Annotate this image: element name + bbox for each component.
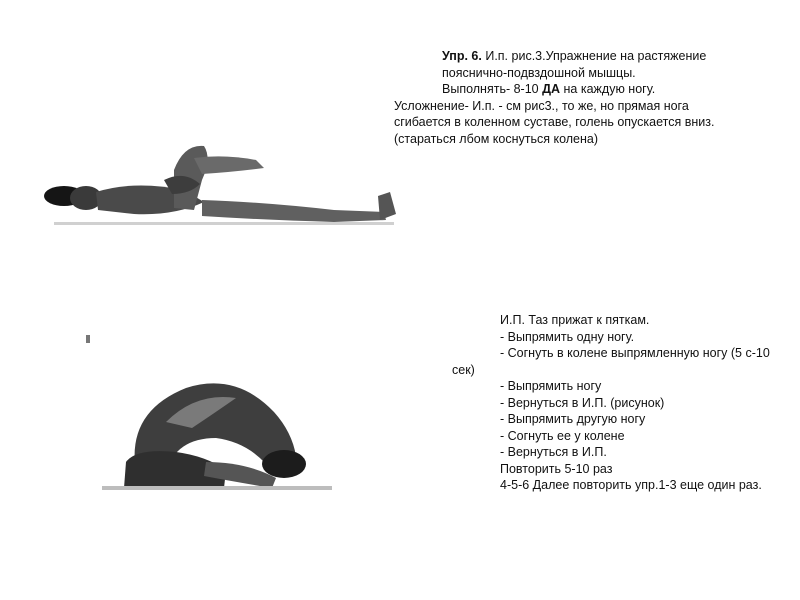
exercise-kneeling-photo	[96, 352, 336, 504]
step-line-3-text: - Согнуть в колене выпрямленную ногу (5 с-10 сек)	[452, 346, 770, 377]
step-line-4: - Выпрямить ногу	[500, 379, 602, 393]
exercise-6-label: Упр. 6.	[442, 49, 482, 63]
step-line-1: И.П. Таз прижат к пяткам.	[500, 313, 650, 327]
step-line-7: - Согнуть ее у колене	[500, 428, 625, 443]
step-line-2: - Выпрямить одну ногу.	[500, 329, 635, 344]
exercise-6-reps	[394, 81, 724, 98]
exercise-6-description	[394, 48, 724, 147]
step-line-8: - Вернуться в И.П.	[500, 445, 607, 459]
step-line-10: 4-5-6 Далее повторить упр.1-3 еще один раз.	[500, 478, 762, 492]
step-line-5: - Вернуться в И.П. (рисунок)	[500, 395, 665, 410]
exercise-steps	[452, 312, 772, 494]
step-line-9: Повторить 5-10 раз	[500, 461, 613, 476]
exercise-6-title-text: И.п. рис.3.Упражнение на растяжение пояснично-подвздошной мышцы.	[442, 49, 707, 80]
reps-text-before: Выполнять- 8-10	[442, 82, 543, 96]
exercise-lying-photo	[34, 140, 406, 240]
photo-mark	[86, 335, 90, 343]
step-line-6: - Выпрямить другую ногу	[500, 412, 646, 426]
reps-text-after: на каждую ногу.	[560, 82, 656, 96]
reps-emphasis: ДА	[542, 82, 561, 96]
step-line-3	[452, 345, 772, 378]
exercise-6-title	[394, 48, 724, 81]
exercise-6-complication: Усложнение- И.п. - см рис3., то же, но прямая нога сгибается в коленном суставе, голень опускается вниз. (стараться лбом коснуться колена)	[394, 98, 715, 146]
